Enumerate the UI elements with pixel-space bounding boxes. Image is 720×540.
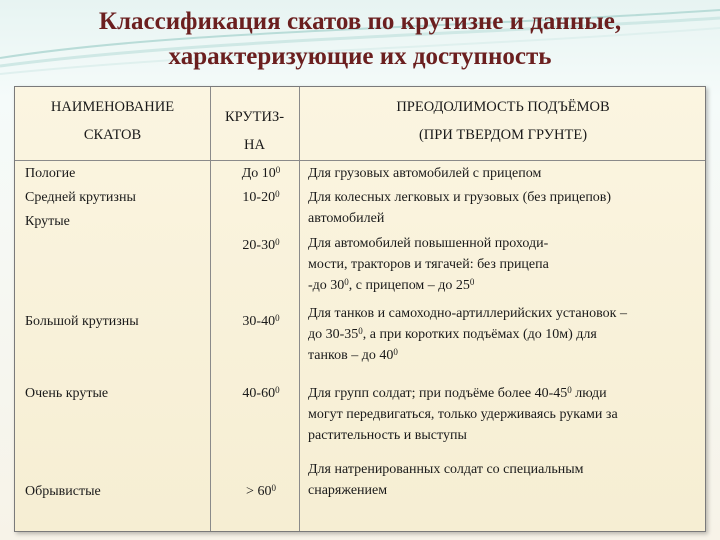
header-steepness: КРУТИЗ- НА (224, 109, 285, 153)
row-very-passability: Для групп солдат; при подъёме более $40-45^0$ люди могут передвигаться, только удерживаясь руками за растительность и выступы (308, 385, 618, 443)
column-divider (299, 87, 300, 531)
row-great-steepness: $30-40^0$ (242, 313, 280, 329)
row-great-passability: Для танков и самоходно-артиллерийских установок – до $30-35^0$, а при коротких подъёмах (до 10м) для танков – до $40^0$ (308, 306, 627, 363)
row-gentle-steepness: До $10^0$ (241, 165, 281, 181)
slopes-table (14, 86, 706, 532)
row-very-name: Очень крутые (25, 386, 109, 401)
title-line-1: Классификация скатов по крутизне и данные, (98, 8, 622, 35)
row-medium-name: Средней крутизны (25, 190, 136, 205)
row-gentle-passability: Для грузовых автомобилей с прицепом (308, 166, 542, 181)
row-steep-passability: Для автомобилей повышенной проходи- мости, тракторов и тягачей: без прицепа -до $30^0$, с прицепом – до $25^0$ (308, 236, 549, 293)
row-cliff-name: Обрывистые (25, 484, 101, 499)
row-cliff-passability: Для натренированных солдат со специальным снаряжением (308, 462, 584, 498)
row-medium-steepness: $10-20^0$ (242, 189, 280, 205)
row-great-name: Большой крутизны (25, 314, 139, 329)
row-steep-name: Крутые (25, 214, 70, 229)
row-very-steepness: $40-60^0$ (242, 385, 280, 401)
title-line-2: характеризующие их доступность (168, 43, 552, 70)
row-gentle-name: Пологие (25, 166, 76, 181)
row-steep-steepness: $20-30^0$ (242, 237, 280, 253)
row-medium-passability: Для колесных легковых и грузовых (без прицепов) автомобилей (308, 190, 612, 226)
page-title (0, 4, 720, 74)
header-passability: ПРЕОДОЛИМОСТЬ ПОДЪЁМОВ (ПРИ ТВЕРДОМ ГРУНТЕ) (396, 99, 610, 143)
header-divider (15, 160, 705, 161)
row-cliff-steepness: > $60^0$ (246, 483, 276, 499)
header-name: НАИМЕНОВАНИЕ СКАТОВ (50, 99, 175, 143)
